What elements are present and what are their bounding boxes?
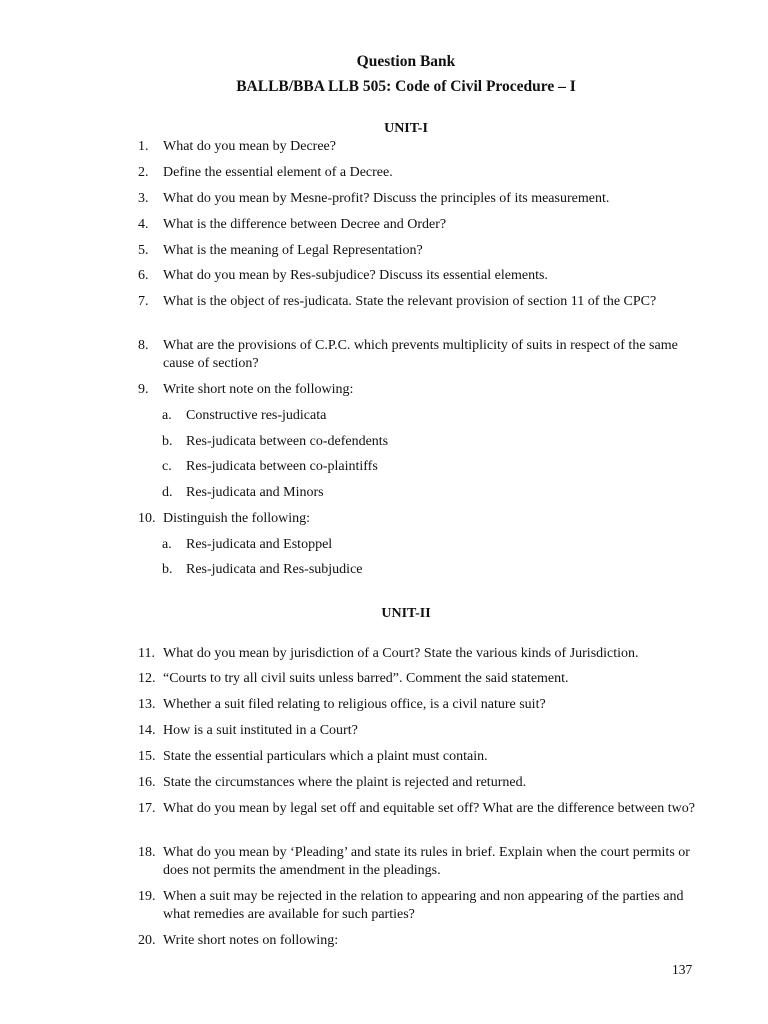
question-text: What is the meaning of Legal Representation? [163,243,423,258]
unit-2-heading: UNIT-II [381,606,431,621]
question-text: Define the essential element of a Decree. [163,165,393,180]
question-text: How is a suit instituted in a Court? [163,723,358,738]
question-text: What do you mean by Res-subjudice? Discuss its essential elements. [163,268,548,283]
question-text: What do you mean by Decree? [163,139,336,154]
page-number: 137 [672,962,693,977]
question-item [138,800,698,818]
sub-item [162,484,662,502]
question-item [138,748,698,766]
question-number: 13. [138,697,156,712]
page-title: Question Bank [356,53,456,70]
question-text: What are the provisions of C.P.C. which prevents multiplicity of suits in respect of the same cause of section? [163,338,678,371]
question-item [138,722,698,740]
sub-item-text: Res-judicata and Res-subjudice [186,562,363,577]
unit-1-heading: UNIT-I [384,121,428,136]
question-text: What do you mean by jurisdiction of a Court? State the various kinds of Jurisdiction. [163,646,639,661]
question-number: 4. [138,217,149,232]
question-item [138,510,698,528]
question-number: 1. [138,139,149,154]
question-number: 17. [138,801,156,816]
question-number: 5. [138,243,149,258]
question-item [138,164,698,182]
question-number: 7. [138,294,149,309]
question-number: 10. [138,511,156,526]
question-item [138,216,698,234]
question-text: Write short note on the following: [163,382,354,397]
question-item [138,670,698,688]
question-number: 20. [138,933,156,948]
sub-item [162,536,662,554]
course-subtitle: BALLB/BBA LLB 505: Code of Civil Procedure – I [236,78,576,95]
sub-item [162,561,662,579]
question-number: 3. [138,191,149,206]
sub-item-letter: b. [162,434,173,449]
question-item [138,293,698,311]
question-text: Whether a suit filed relating to religious office, is a civil nature suit? [163,697,546,712]
question-number: 16. [138,775,156,790]
question-item [138,337,698,373]
sub-item [162,458,662,476]
question-text: State the circumstances where the plaint is rejected and returned. [163,775,527,790]
question-item [138,267,698,285]
sub-item-text: Res-judicata and Estoppel [186,537,333,552]
question-number: 14. [138,723,156,738]
question-text: State the essential particulars which a plaint must contain. [163,749,488,764]
question-item [138,932,698,950]
question-number: 2. [138,165,149,180]
question-text: What is the object of res-judicata. State the relevant provision of section 11 of the CPC? [163,294,657,309]
question-number: 6. [138,268,149,283]
sub-item [162,433,662,451]
question-item [138,696,698,714]
sub-item-text: Res-judicata and Minors [186,485,324,500]
sub-item-text: Res-judicata between co-plaintiffs [186,459,378,474]
question-text: What do you mean by legal set off and equitable set off? What are the difference between two? [163,801,695,816]
question-text: Write short notes on following: [163,933,339,948]
question-item [138,190,698,208]
question-item [138,844,698,880]
sub-item [162,407,662,425]
sub-item-letter: b. [162,562,173,577]
sub-item-letter: d. [162,485,173,500]
question-text: “Courts to try all civil suits unless barred”. Comment the said statement. [163,671,569,686]
question-item [138,138,698,156]
sub-item-text: Res-judicata between co-defendents [186,434,389,449]
sub-item-text: Constructive res-judicata [186,408,327,423]
question-number: 8. [138,338,149,353]
sub-item-letter: c. [162,459,172,474]
question-number: 12. [138,671,156,686]
sub-item-letter: a. [162,408,172,423]
question-item [138,888,698,924]
question-text: When a suit may be rejected in the relation to appearing and non appearing of the parties and what remedies are available for such parties? [163,889,684,922]
question-item [138,242,698,260]
question-item [138,645,698,663]
question-text: Distinguish the following: [163,511,310,526]
sub-item-letter: a. [162,537,172,552]
question-number: 19. [138,889,156,904]
question-number: 11. [138,646,155,661]
question-text: What do you mean by Mesne-profit? Discuss the principles of its measurement. [163,191,610,206]
question-item [138,381,698,399]
question-text: What do you mean by ‘Pleading’ and state its rules in brief. Explain when the court permits or does not permits the amendment in the pleadings. [163,845,690,878]
question-text: What is the difference between Decree and Order? [163,217,447,232]
question-number: 15. [138,749,156,764]
question-number: 9. [138,382,149,397]
question-number: 18. [138,845,156,860]
question-item [138,774,698,792]
